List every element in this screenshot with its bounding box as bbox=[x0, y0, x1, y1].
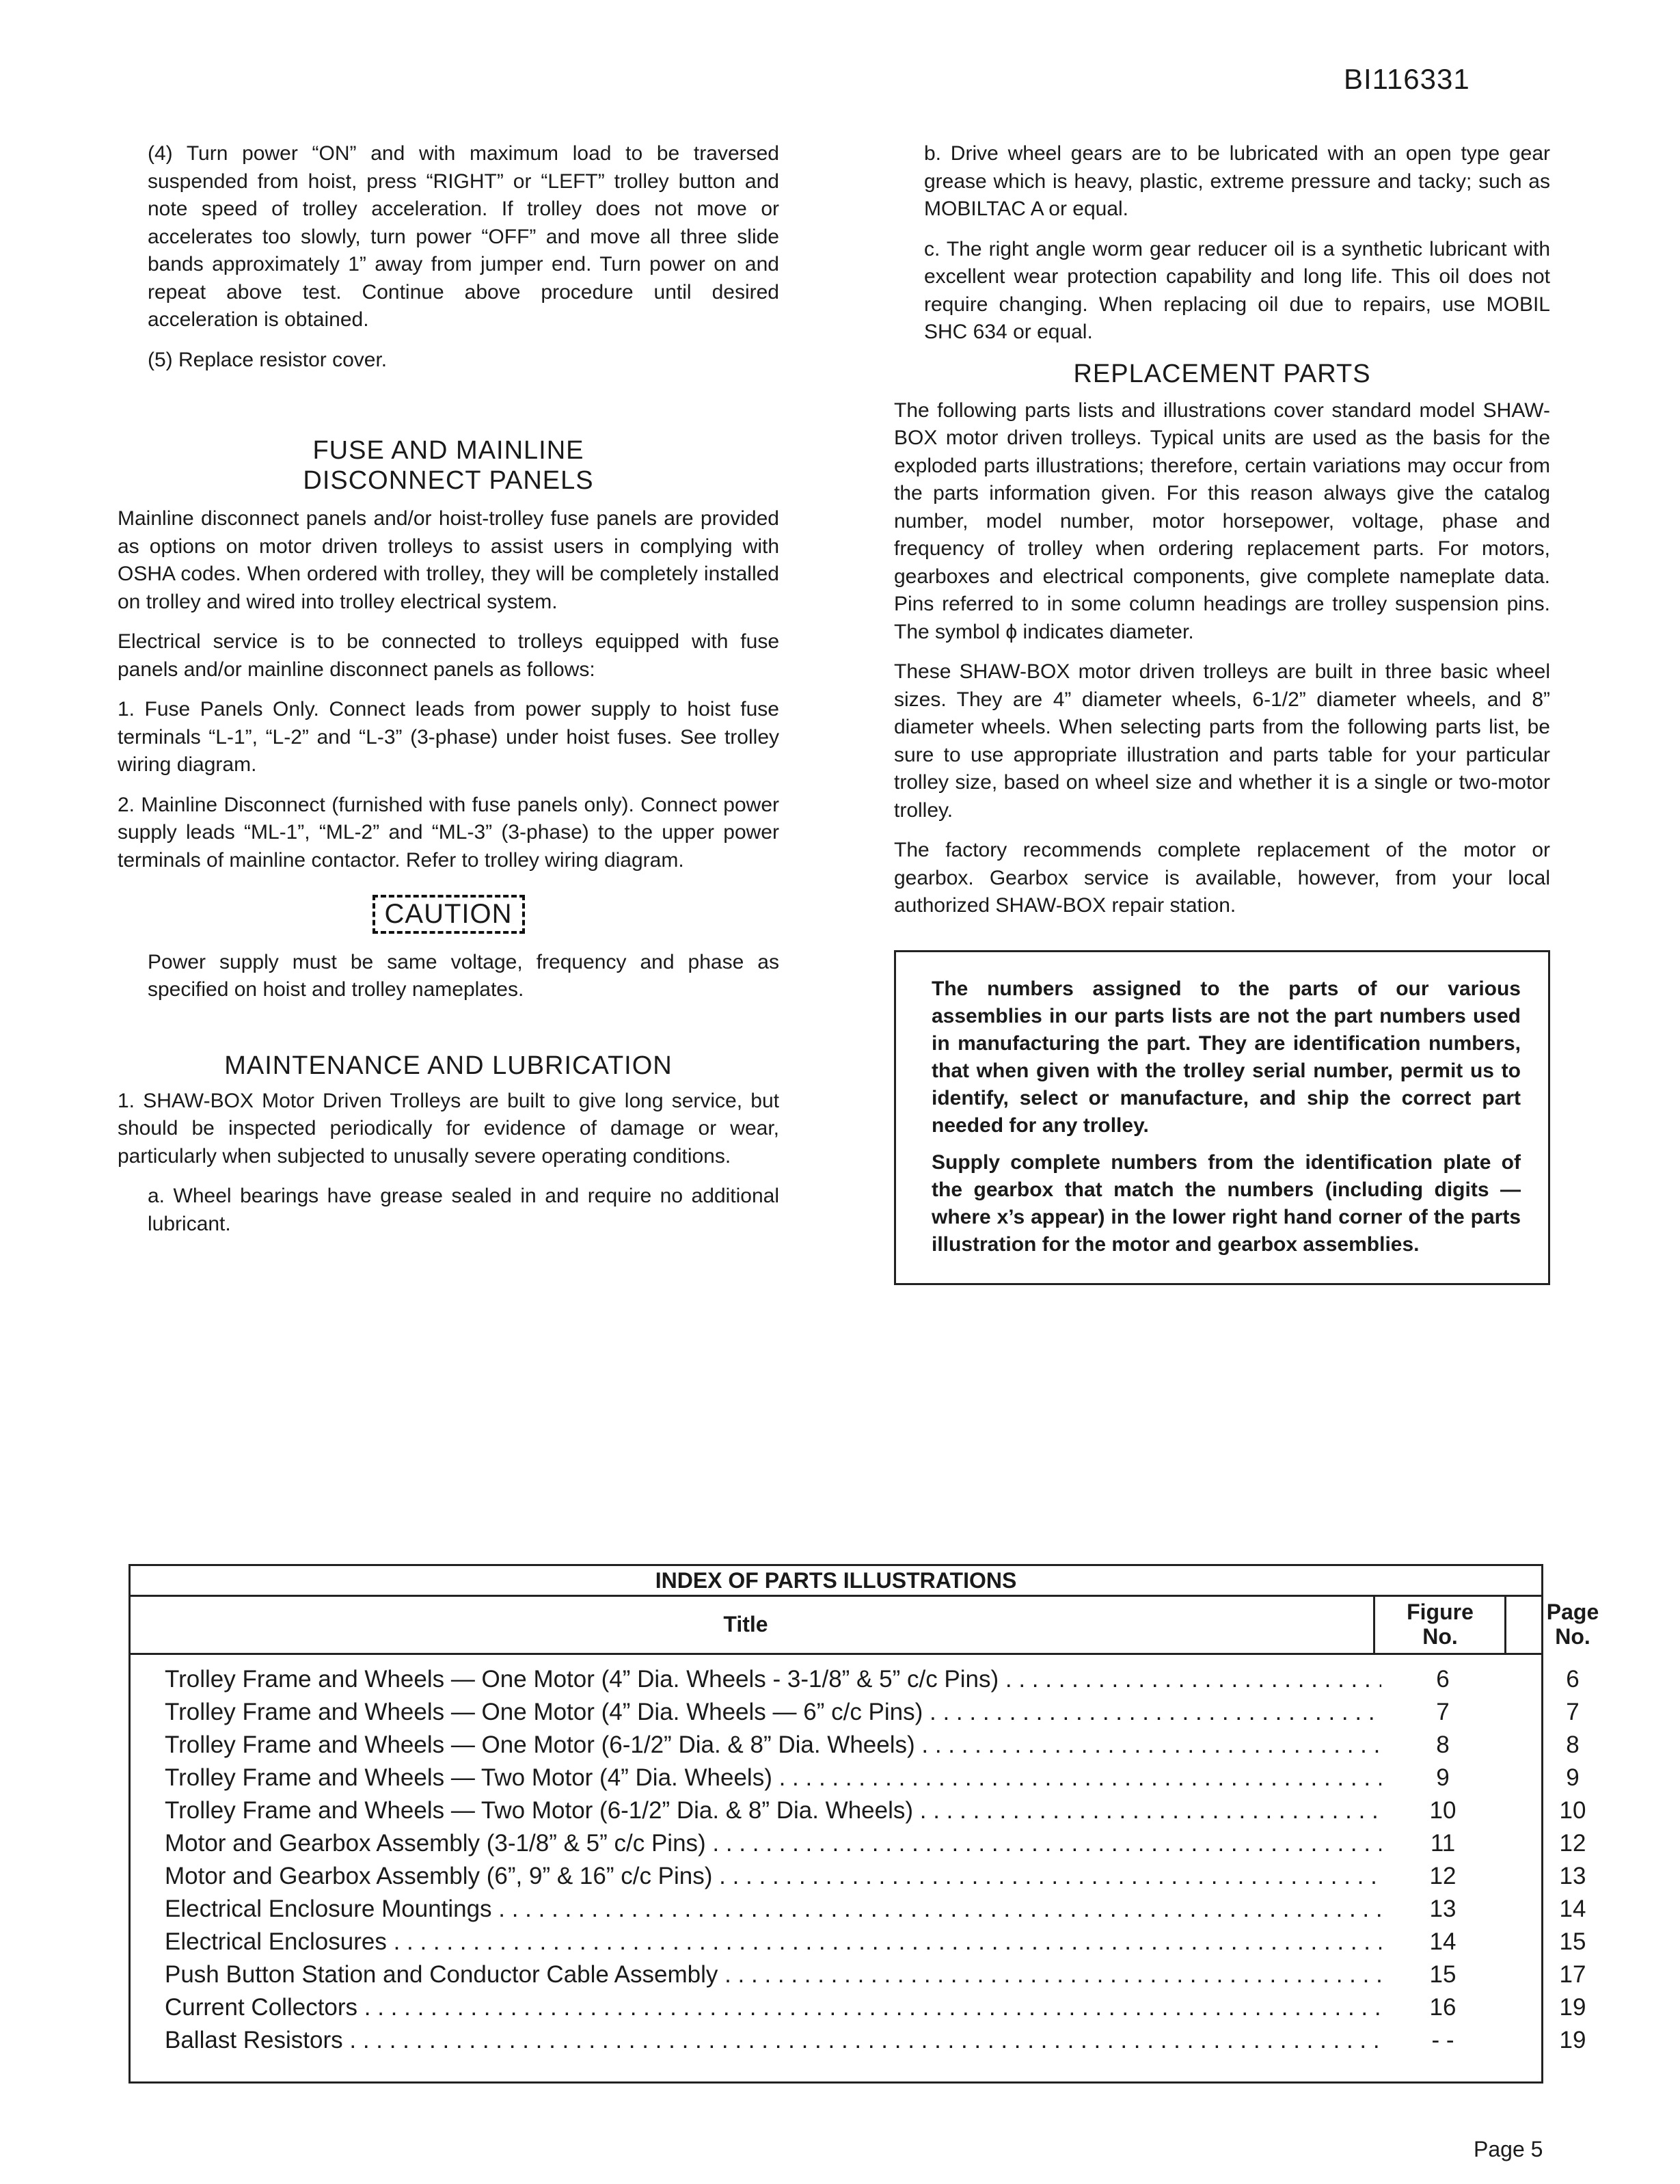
parts-index-table bbox=[128, 1564, 1599, 2084]
maintenance-item-a: a. Wheel bearings have grease sealed in and require no additional lubricant. bbox=[148, 1185, 779, 1235]
parts-paragraph: These SHAW-BOX motor driven trolleys are built in three basic wheel sizes. They are 4” diameter wheels, 6-1/2” diameter wheels, and 8” diameter wheels. When selecting parts from the following parts list, be sure to use appropriate illustration and parts table for your particular trolley size, based on wheel size and whether it is a single or two-motor trolley. bbox=[894, 660, 1550, 822]
table-row: Trolley Frame and Wheels — Two Motor (6-1/2” Dia. & 8” Dia. Wheels) . . . 10 10 bbox=[131, 1794, 1541, 1827]
table-row: Motor and Gearbox Assembly (3-1/8” & 5” c/c Pins) . . . 11 12 bbox=[131, 1827, 1541, 1860]
header-page: Page No. bbox=[1546, 1600, 1599, 1649]
heading-fuse-line2: DISCONNECT PANELS bbox=[303, 466, 594, 495]
caution-label: CAUTION bbox=[372, 895, 525, 934]
fuse-paragraph: Electrical service is to be connected to trolleys equipped with fuse panels and/or mainline disconnect panels as follows: bbox=[118, 630, 779, 681]
table-row: Current Collectors . . . 16 19 bbox=[131, 1991, 1541, 2024]
index-rows bbox=[131, 1655, 1586, 2057]
caution-box bbox=[118, 895, 779, 934]
parts-paragraph: The factory recommends complete replacement of the motor or gearbox. Gearbox service is available, however, from your local authorized SHAW-BOX repair station. bbox=[894, 839, 1550, 917]
table-row: Motor and Gearbox Assembly (6”, 9” & 16” c/c Pins) . . . 12 13 bbox=[131, 1860, 1541, 1893]
table-row: Trolley Frame and Wheels — One Motor (4” Dia. Wheels - 3-1/8” & 5” c/c Pins) . . . 6 6 bbox=[131, 1663, 1541, 1696]
heading-maintenance: MAINTENANCE AND LUBRICATION bbox=[224, 1051, 673, 1080]
maintenance-item-c: c. The right angle worm gear reducer oil is a synthetic lubricant with excellent wear protection capability and long life. This oil does not require changing. When replacing oil due to repairs, use MOBIL SHC 634 or equal. bbox=[924, 237, 1550, 343]
table-row: Trolley Frame and Wheels — One Motor (6-1/2” Dia. & 8” Dia. Wheels) . . . 8 8 bbox=[131, 1729, 1541, 1762]
fuse-paragraph: 2. Mainline Disconnect (furnished with fuse panels only). Connect power supply leads “ML-1”, “ML-2” and “ML-3” (3-phase) to the upper power terminals of mainline contactor. Refer to trolley wiring diagram. bbox=[118, 793, 779, 872]
table-row: Trolley Frame and Wheels — Two Motor (4” Dia. Wheels) . . . 9 9 bbox=[131, 1762, 1541, 1794]
table-row: Electrical Enclosures . . . 14 15 bbox=[131, 1926, 1541, 1958]
step-5: (5) Replace resistor cover. bbox=[148, 348, 388, 371]
left-column bbox=[118, 140, 779, 1250]
header-figure: Figure No. bbox=[1407, 1600, 1474, 1649]
index-title: INDEX OF PARTS ILLUSTRATIONS bbox=[131, 1566, 1541, 1597]
notice-paragraph: Supply complete numbers from the identification plate of the gearbox that match the numbers (including digits — where x’s appear) in the lower right hand corner of the parts illustration for the motor and gearbox assemblies. bbox=[932, 1150, 1521, 1256]
heading-replacement-parts: REPLACEMENT PARTS bbox=[1073, 359, 1371, 388]
page-number: Page 5 bbox=[1474, 2137, 1543, 2161]
step-4: (4) Turn power “ON” and with maximum load to be traversed suspended from hoist, press “RIGHT” or “LEFT” trolley button and note speed of trolley acceleration. If trolley does not move or accelerates too slowly, turn power “OFF” and move all three slide bands approximately 1” away from jumper end. Turn power on and repeat above test. Continue above procedure until desired acceleration is obtained. bbox=[148, 142, 779, 331]
table-row: Trolley Frame and Wheels — One Motor (4” Dia. Wheels — 6” c/c Pins) . . . 7 7 bbox=[131, 1696, 1541, 1729]
fuse-paragraph: Mainline disconnect panels and/or hoist-trolley fuse panels are provided as options on motor driven trolleys to assist users in complying with OSHA codes. When ordered with trolley, they will be completely installed on trolley and wired into trolley electrical system. bbox=[118, 507, 779, 613]
fuse-paragraph: 1. Fuse Panels Only. Connect leads from power supply to hoist fuse terminals “L-1”, “L-2” and “L-3” (3-phase) under hoist fuses. See trolley wiring diagram. bbox=[118, 698, 779, 776]
document-id: BI116331 bbox=[1344, 63, 1470, 95]
heading-fuse-line1: FUSE AND MAINLINE bbox=[312, 436, 584, 465]
table-row: Push Button Station and Conductor Cable Assembly . . . 15 17 bbox=[131, 1958, 1541, 1991]
notice-paragraph: The numbers assigned to the parts of our various assemblies in our parts lists are not the part numbers used in manufacturing the part. They are identification numbers, that when given with the trolley serial number, permit us to identify, select or manufacture, and ship the correct part needed for any trolley. bbox=[932, 977, 1521, 1137]
maintenance-paragraph: 1. SHAW-BOX Motor Driven Trolleys are built to give long service, but should be inspected periodically for evidence of damage or wear, particularly when subjected to unusally severe operating conditions. bbox=[118, 1089, 779, 1168]
index-header bbox=[131, 1597, 1599, 1655]
caution-text: Power supply must be same voltage, frequency and phase as specified on hoist and trolley nameplates. bbox=[148, 950, 779, 1001]
maintenance-item-b: b. Drive wheel gears are to be lubricated with an open type gear grease which is heavy, plastic, extreme pressure and tacky; such as MOBILTAC A or equal. bbox=[924, 142, 1550, 220]
table-row: Electrical Enclosure Mountings . . . 13 14 bbox=[131, 1893, 1541, 1926]
header-title: Title bbox=[723, 1612, 768, 1636]
right-column bbox=[894, 140, 1550, 1285]
parts-paragraph: The following parts lists and illustrations cover standard model SHAW-BOX motor driven trolleys. Typical units are used as the basis for the exploded parts illustrations; therefore, certain variations may occur from the parts information given. For this reason always give the catalog number, model number, motor horsepower, voltage, phase and frequency of trolley when ordering replacement parts. For motors, gearboxes and electrical components, give complete nameplate data. Pins referred to in some column headings are trolley suspension pins. The symbol ϕ indicates diameter. bbox=[894, 399, 1550, 643]
part-number-notice bbox=[894, 950, 1550, 1285]
table-row: Ballast Resistors . . . - - 19 bbox=[131, 2024, 1541, 2057]
